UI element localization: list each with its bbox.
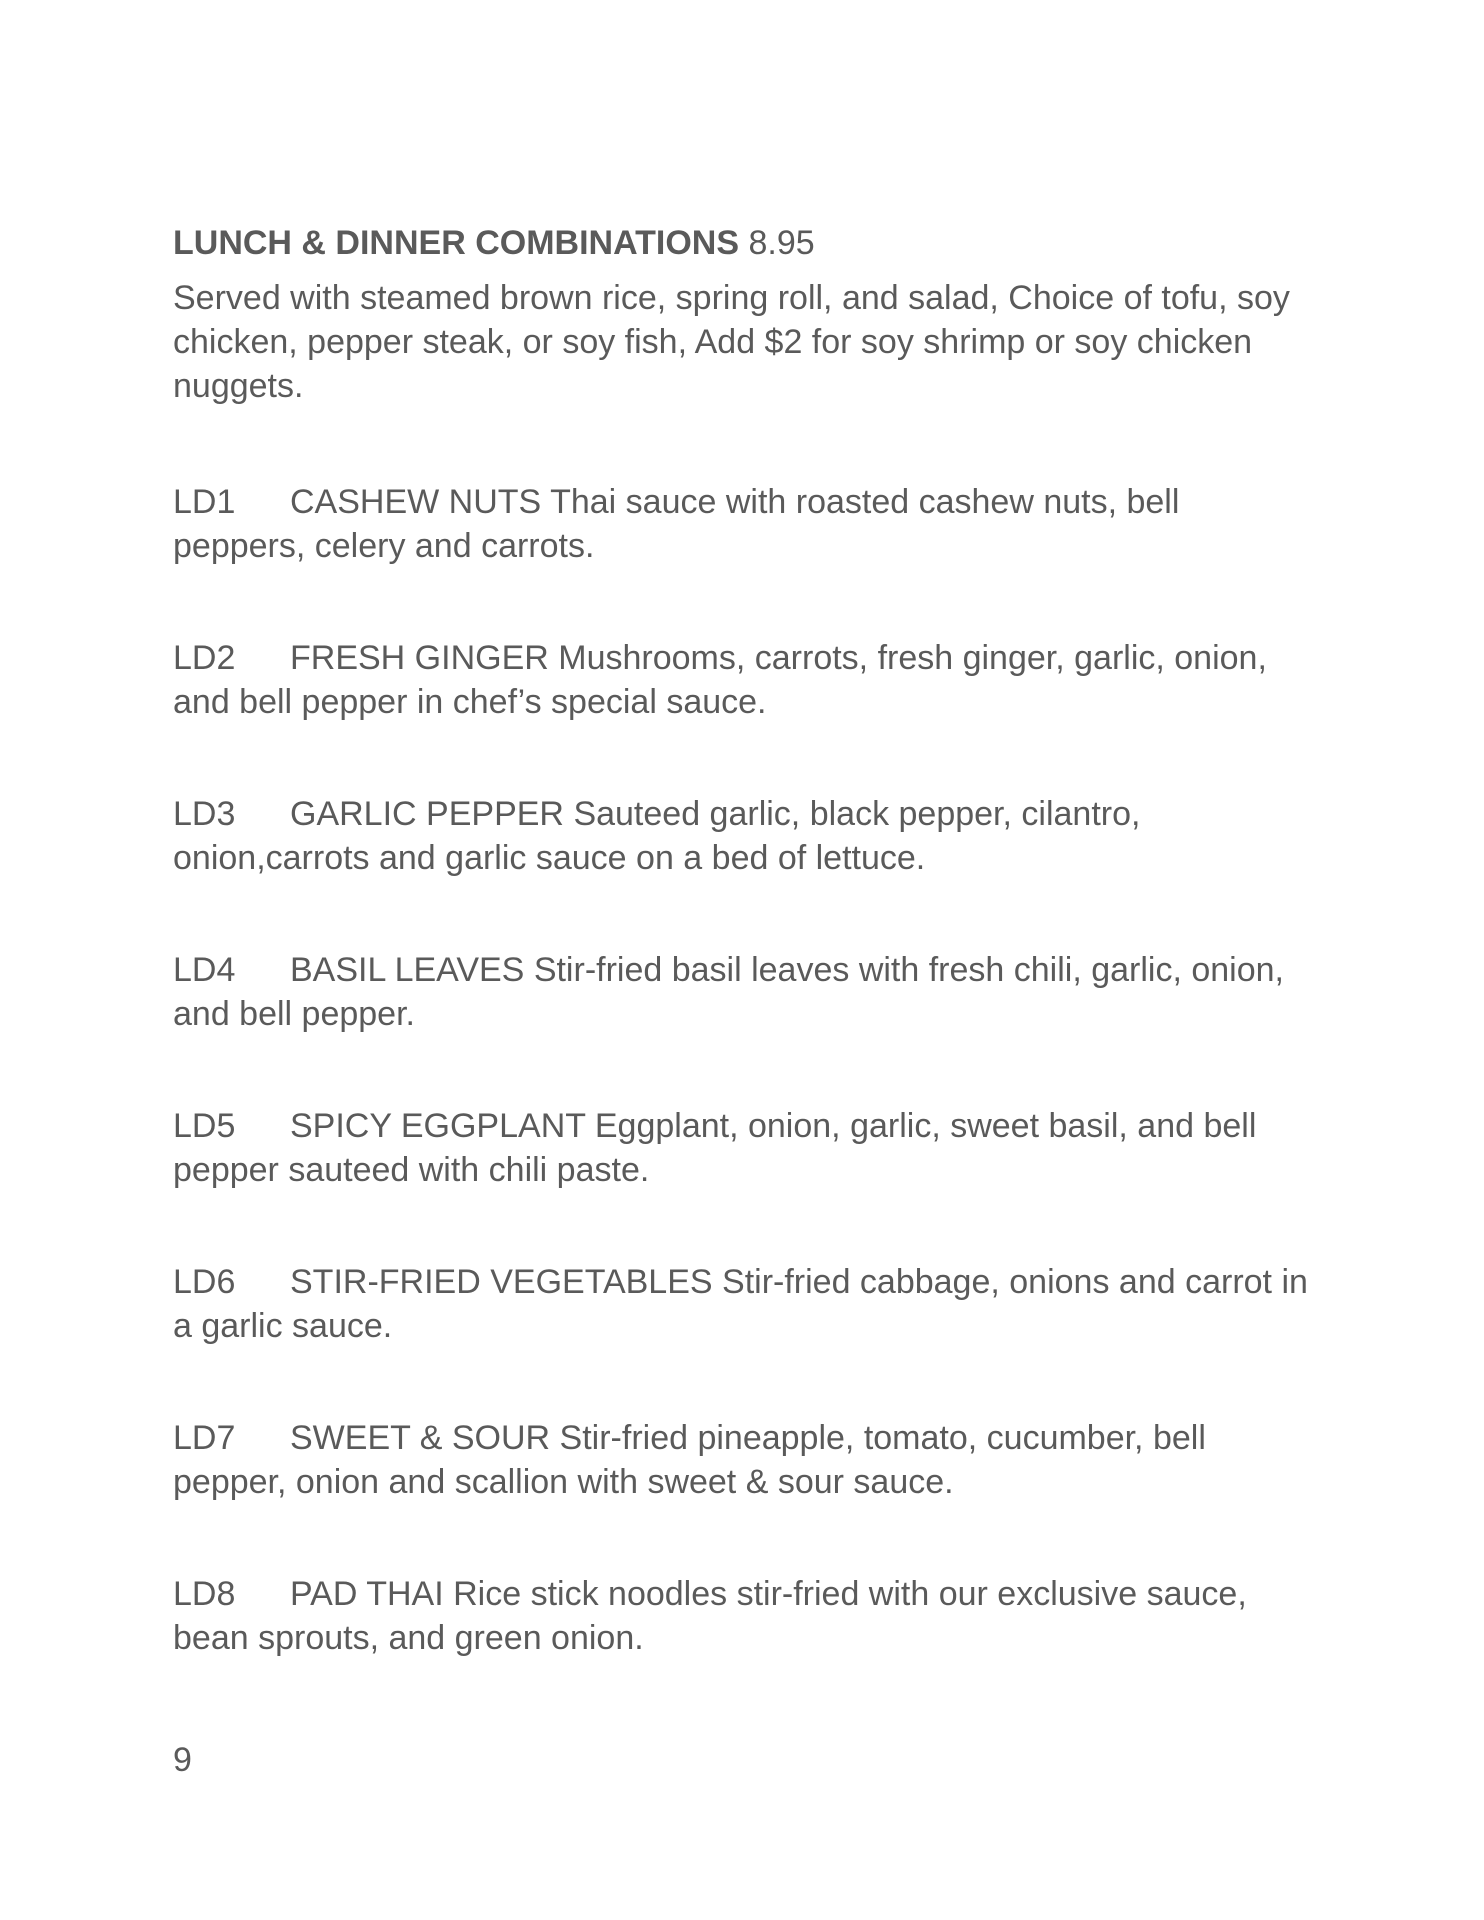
item-description: Thai sauce with roasted cashew nuts, bell peppers, celery and carrots. <box>173 483 1180 565</box>
item-description: Stir-fried cabbage, onions and carrot in a garlic sauce. <box>173 1263 1308 1345</box>
item-name: SWEET & SOUR <box>290 1419 551 1457</box>
item-description: Stir-fried pineapple, tomato, cucumber, bell pepper, onion and scallion with sweet & sour sauce. <box>173 1419 1206 1501</box>
item-name: SPICY EGGPLANT <box>290 1107 586 1145</box>
item-name: PAD THAI <box>290 1575 444 1613</box>
item-description: Mushrooms, carrots, fresh ginger, garlic, onion, and bell pepper in chef’s special sauce. <box>173 639 1267 721</box>
menu-item <box>173 480 1313 568</box>
section-title: LUNCH & DINNER COMBINATIONS <box>173 224 740 262</box>
item-name: CASHEW NUTS <box>290 483 542 521</box>
section-heading <box>173 220 1333 266</box>
item-description: Rice stick noodles stir-fried with our exclusive sauce, bean sprouts, and green onion. <box>173 1575 1247 1657</box>
item-code: LD1 <box>173 483 236 521</box>
menu-item <box>173 948 1313 1036</box>
item-code: LD2 <box>173 639 236 677</box>
menu-item <box>173 1572 1313 1660</box>
item-code: LD8 <box>173 1575 236 1613</box>
page-number: 9 <box>173 1741 192 1779</box>
item-name: STIR-FRIED VEGETABLES <box>290 1263 713 1301</box>
item-description: Stir-fried basil leaves with fresh chili, garlic, onion, and bell pepper. <box>173 951 1285 1033</box>
item-code: LD5 <box>173 1107 236 1145</box>
item-name: FRESH GINGER <box>290 639 549 677</box>
item-name: BASIL LEAVES <box>290 951 525 989</box>
section-intro: Served with steamed brown rice, spring roll, and salad, Choice of tofu, soy chicken, pepper steak, or soy fish, Add $2 for soy shrimp or soy chicken nuggets. <box>173 279 1290 405</box>
menu-item <box>173 792 1313 880</box>
item-description: Sauteed garlic, black pepper, cilantro, onion,carrots and garlic sauce on a bed of lettuce. <box>173 795 1141 877</box>
section-price: 8.95 <box>748 224 815 262</box>
item-code: LD6 <box>173 1263 236 1301</box>
menu-item <box>173 1104 1313 1192</box>
item-code: LD3 <box>173 795 236 833</box>
menu-item <box>173 636 1313 724</box>
item-code: LD7 <box>173 1419 236 1457</box>
item-name: GARLIC PEPPER <box>290 795 564 833</box>
menu-item <box>173 1416 1313 1504</box>
menu-item <box>173 1260 1313 1348</box>
item-description: Eggplant, onion, garlic, sweet basil, and bell pepper sauteed with chili paste. <box>173 1107 1257 1189</box>
item-code: LD4 <box>173 951 236 989</box>
menu-page <box>173 220 1333 408</box>
